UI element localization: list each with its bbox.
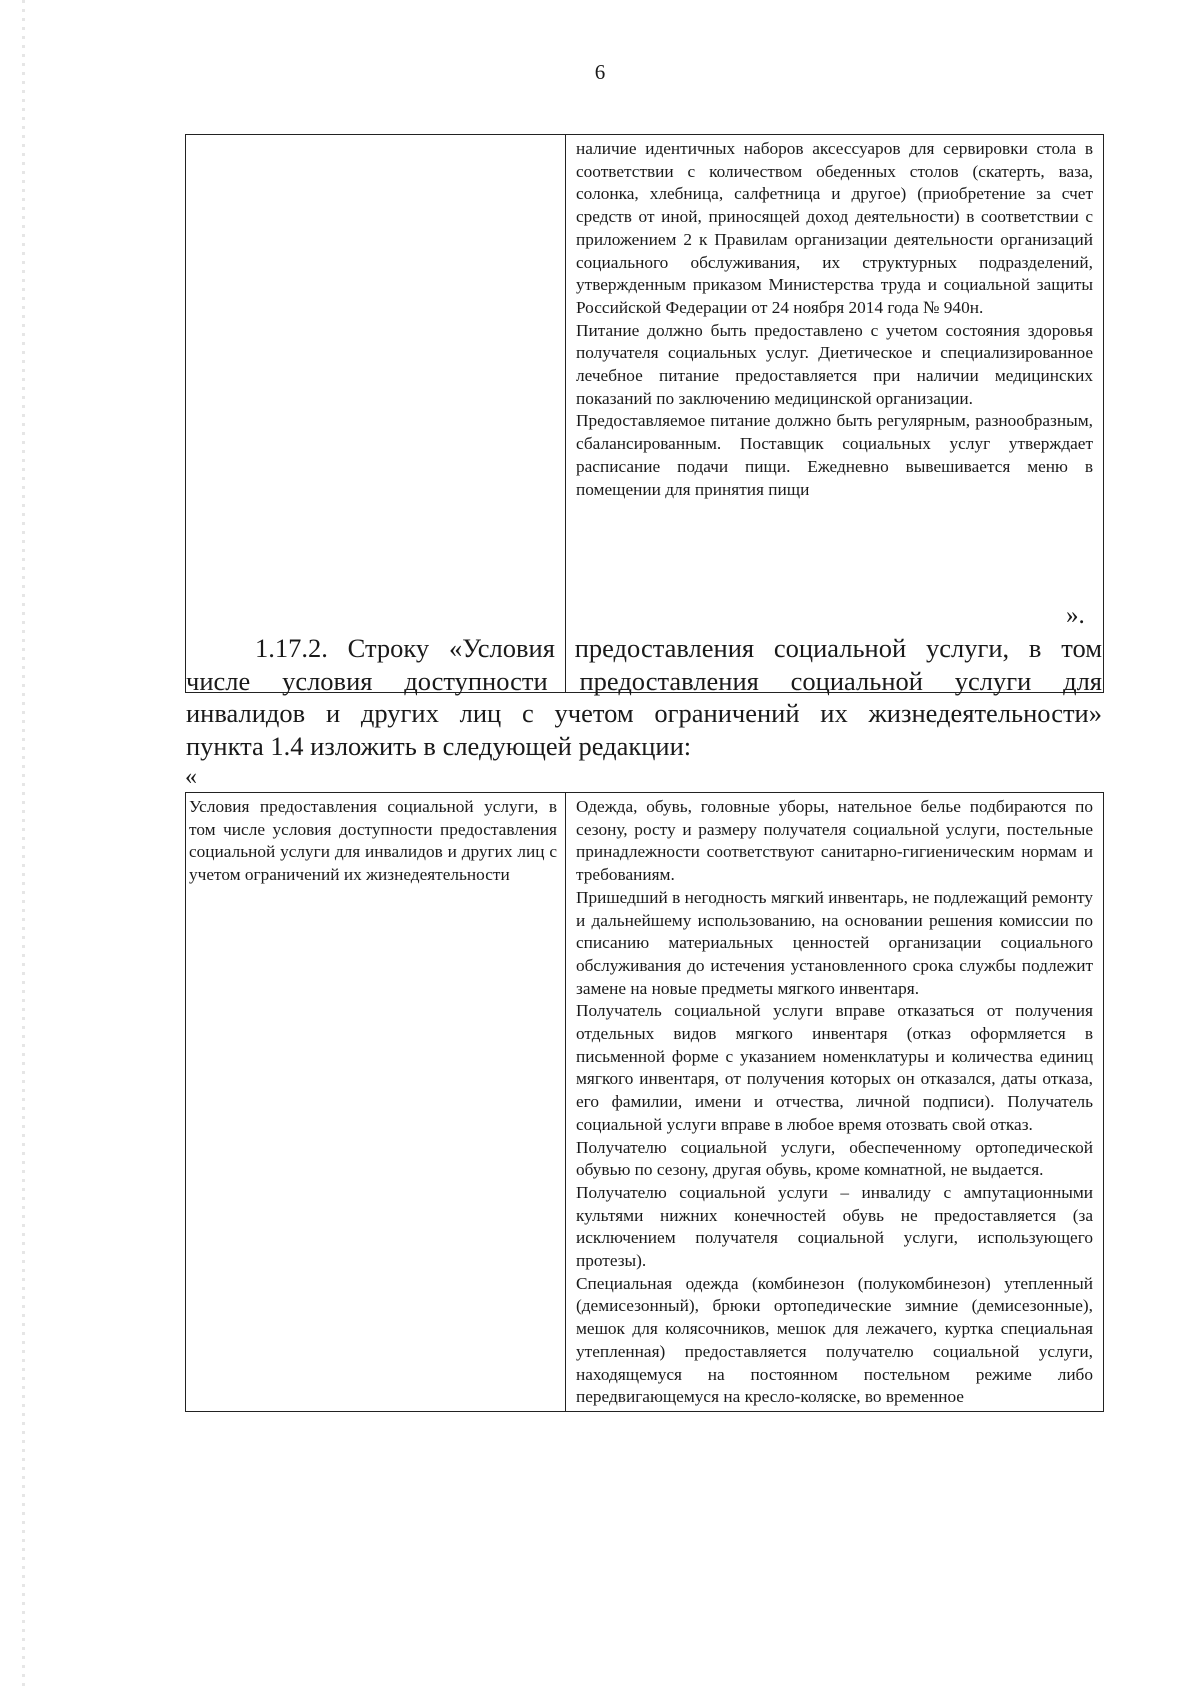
closing-quote: ». (1066, 602, 1085, 629)
cell-paragraph: наличие идентичных наборов аксессуаров для сервировки стола в соответствии с количеством обеденных столов (скатерть, ваза, солонка, хлебница, салфетница и другое) (приобретение за счет средств от иной, приносящей доход деятельности) в соответствии с приложением 2 к Правилам организации деятельности организаций социального обслуживания, их структурных подразделений, утвержденным приказом Министерства труда и социальной защиты Российской Федерации от 24 ноября 2014 года № 940н. (576, 139, 1093, 317)
cell-paragraph: Питание должно быть предоставлено с учетом состояния здоровья получателя социальных услуг. Диетическое и специализированное лечебное питание предоставляется при наличии медицинских показаний по заключению медицинской организации. (576, 320, 1093, 408)
table-cell-right (566, 793, 1104, 1412)
opening-quote: « (185, 764, 197, 790)
cell-paragraph: Одежда, обувь, головные уборы, нательное белье подбираются по сезону, росту и размеру получателя социальной услуги, постельные принадлежности соответствуют санитарно-гигиеническим нормам и требованиям. (576, 797, 1093, 885)
conditions-table (185, 792, 1104, 1412)
amendment-paragraph (186, 632, 1102, 762)
cell-paragraph: Пришедший в негодность мягкий инвентарь, не подлежащий ремонту и дальнейшему использованию, на основании решения комиссии по списанию материальных ценностей организации социального обслуживания до истечения установленного срока службы подлежит замене на новые предметы мягкого инвентаря. (576, 887, 1093, 998)
cell-paragraph: Получателю социальной услуги – инвалиду с ампутационными культями нижних конечностей обувь не предоставляется (за исключением получателя социальной услуги, использующего протезы). (576, 1182, 1093, 1271)
paragraph-line: пункта 1.4 изложить в следующей редакции: (186, 730, 692, 761)
page-number: 6 (594, 60, 606, 84)
table-row (186, 135, 1104, 693)
cell-paragraph: Специальная одежда (комбинезон (полукомбинезон) утепленный (демисезонный), брюки ортопедические зимние (демисезонные), мешок для колясочников, мешок для лежачего, куртка специальная утепленная) предоставляется получателю социальной услуги, находящемуся на постоянном постельном режиме либо передвигающемуся на кресло-коляске, во временное (576, 1273, 1093, 1407)
paragraph-line: инвалидов и других лиц с учетом ограничений их жизнедеятельности» (186, 698, 1102, 728)
paragraph-line: 1.17.2. Строку «Условия предоставления социальной услуги, в том (255, 633, 1102, 663)
cell-paragraph: Предоставляемое питание должно быть регулярным, разнообразным, сбалансированным. Поставщик социальных услуг утверждает расписание подачи пищи. Ежедневно вывешивается меню в помещении для принятия пищи (576, 411, 1093, 499)
cell-paragraph: Получатель социальной услуги вправе отказаться от получения отдельных видов мягкого инвентаря (отказ оформляется в письменной форме с указанием номенклатуры и количества единиц мягкого инвентаря, от получения которых он отказался, даты отказа, его фамилии, имени и отчества, личной подписи). Получатель социальной услуги вправе в любое время отозвать свой отказ. (576, 1001, 1093, 1134)
scan-margin-edge (22, 0, 25, 1686)
cell-paragraph: Получателю социальной услуги, обеспеченному ортопедической обувью по сезону, другая обувь, кроме комнатной, не выдается. (576, 1137, 1093, 1180)
continued-table (185, 134, 1104, 693)
table-cell-left (186, 793, 566, 1412)
table-cell-right (566, 135, 1104, 693)
table-row (186, 793, 1104, 1412)
table-cell-left-empty (186, 135, 566, 693)
paragraph-line: числе условия доступности предоставления социальной услуги для (186, 665, 1102, 696)
cell-heading-text: Условия предоставления социальной услуги, в том числе условия доступности предоставления социальной услуги для инвалидов и других лиц с учетом ограничений их жизнедеятельности (189, 797, 557, 885)
